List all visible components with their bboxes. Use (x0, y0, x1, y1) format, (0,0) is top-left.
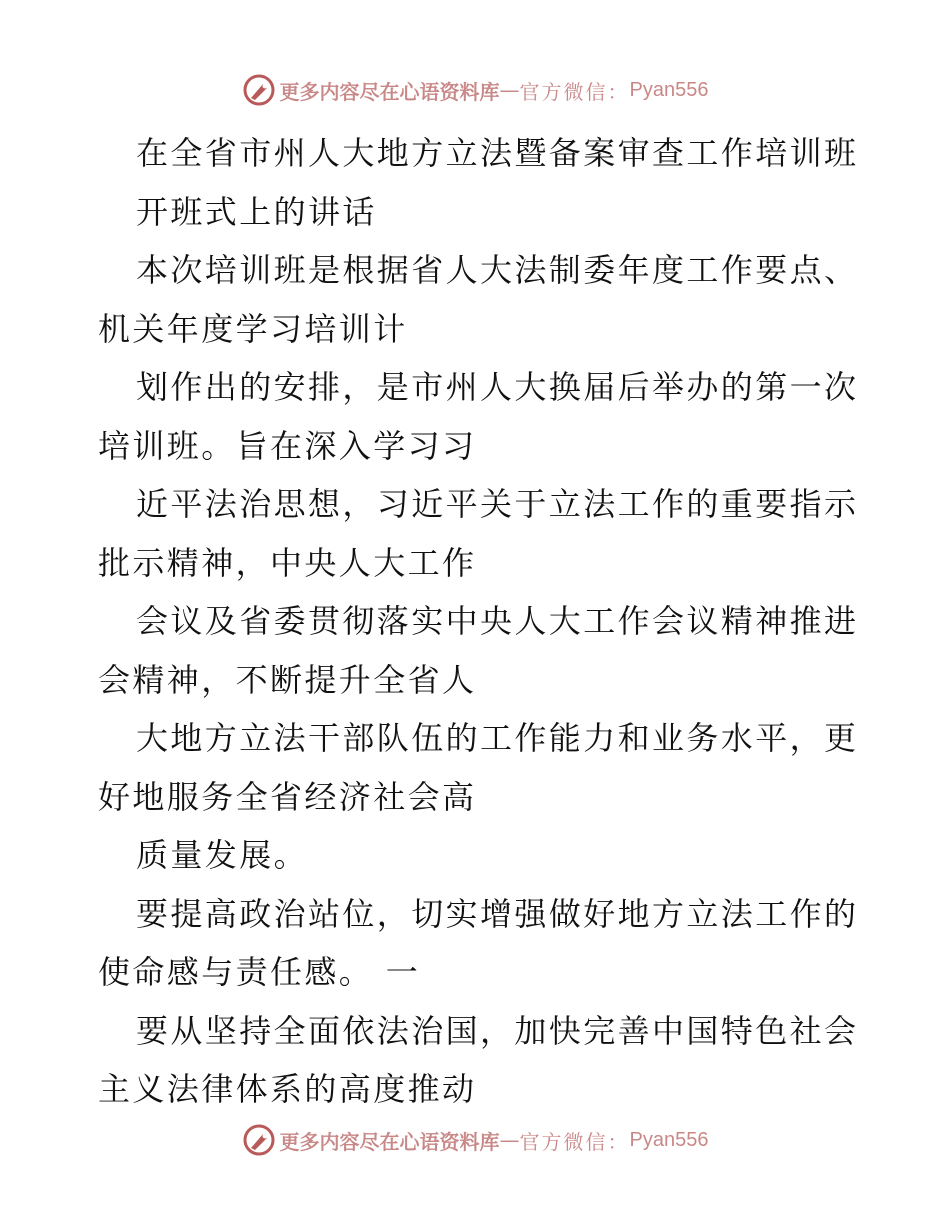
watermark-wechat-label: 官方微信 (519, 1129, 608, 1154)
text-line: 在全省市州人大地方立法暨备案审查工作培训班 (136, 134, 859, 172)
text-line: 培训班。旨在深入学习习 (98, 426, 477, 465)
text-line: 本次培训班是根据省人大法制委年度工作要点、 (136, 251, 859, 289)
text-line: 机关年度学习培训计 (98, 309, 408, 348)
footer-watermark (0, 1122, 950, 1158)
text-line: 会议及省委贯彻落实中央人大工作会议精神推进 (136, 602, 859, 640)
watermark-text: 更多内容尽在心语资料库 (279, 79, 500, 104)
text-line: 要提高政治站位，切实增强做好地方立法工作的 (136, 894, 859, 933)
text-line: 主义法律体系的高度推动 (98, 1070, 477, 1108)
watermark-separator: — (499, 1128, 520, 1152)
watermark-wechat-label: 官方微信 (519, 79, 608, 104)
watermark-colon: ： (607, 1129, 628, 1154)
pen-nib-circle-icon (242, 1123, 276, 1157)
header-watermark (0, 72, 950, 108)
watermark-colon: ： (607, 79, 628, 104)
watermark-text: 更多内容尽在心语资料库 (279, 1129, 500, 1154)
text-line: 使命感与责任感。 一 (98, 953, 421, 991)
watermark-wechat-id: Pyan556 (629, 78, 709, 101)
text-line: 要从坚持全面依法治国，加快完善中国特色社会 (136, 1011, 859, 1050)
text-line: 质量发展。 (136, 836, 309, 874)
text-line: 会精神，不断提升全省人 (98, 660, 477, 699)
watermark-separator: — (499, 78, 520, 102)
pen-nib-circle-icon (242, 73, 276, 107)
text-line: 好地服务全省经济社会高 (98, 777, 477, 816)
document-body (98, 124, 858, 1119)
text-line: 开班式上的讲话 (136, 192, 377, 231)
text-line: 划作出的安排，是市州人大换届后举办的第一次 (136, 368, 859, 406)
watermark-wechat-id: Pyan556 (629, 1128, 709, 1151)
text-line: 近平法治思想，习近平关于立法工作的重要指示 (136, 485, 859, 523)
text-line: 大地方立法干部队伍的工作能力和业务水平，更 (136, 719, 859, 757)
text-line: 批示精神，中央人大工作 (98, 543, 477, 582)
